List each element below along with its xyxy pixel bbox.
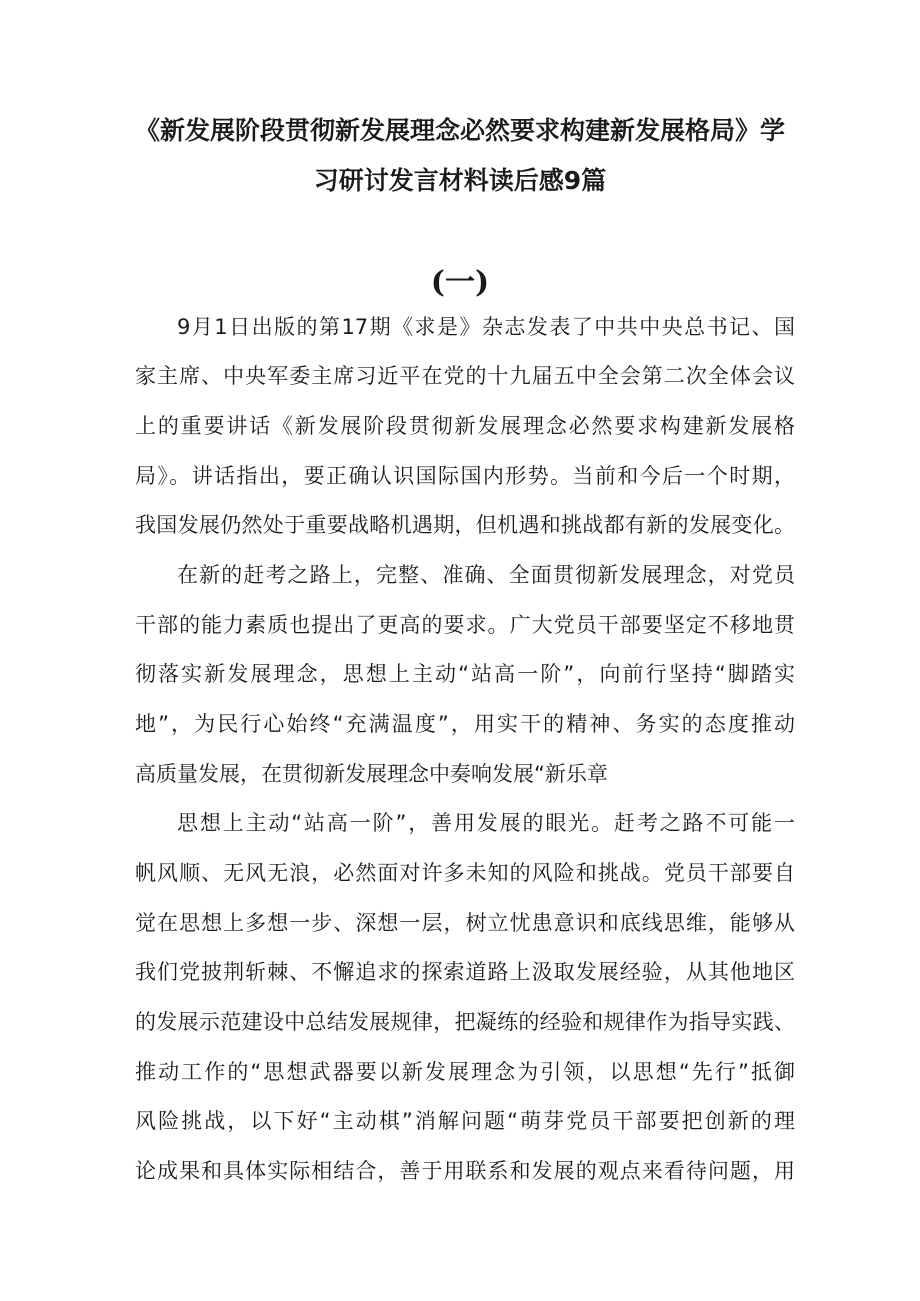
body-line: 彻落实新发展理念，思想上主动“站高一阶”，向前行坚持“脚踏实 — [135, 662, 795, 686]
body-line: 局》。讲话指出，要正确认识国际国内形势。当前和今后一个时期， — [135, 464, 795, 488]
body-line: 觉在思想上多想一步、深想一层，树立忧患意识和底线思维，能够从 — [135, 911, 795, 935]
body-line: 我们党披荆斩棘、不懈追求的探索道路上汲取发展经验，从其他地区 — [135, 960, 795, 984]
document-title-line-1: 《新发展阶段贯彻新发展理念必然要求构建新发展格局》学 — [134, 116, 785, 145]
body-line: 在新的赶考之路上，完整、准确、全面贯彻新发展理念，对党员 — [177, 563, 795, 587]
body-line: 推动工作的“思想武器要以新发展理念为引领，以思想“先行”抵御 — [135, 1060, 795, 1084]
body-line: 的发展示范建设中总结发展规律，把凝练的经验和规律作为指导实践、 — [135, 1010, 795, 1034]
body-line: 9月1日出版的第17期《求是》杂志发表了中共中央总书记、国 — [177, 315, 795, 339]
body-line: 我国发展仍然处于重要战略机遇期，但机遇和挑战都有新的发展变化。 — [135, 513, 795, 537]
body-line: 干部的能力素质也提出了更高的要求。广大党员干部要坚定不移地贯 — [135, 613, 795, 637]
document-title-line-2: 习研讨发言材料读后感9篇 — [313, 166, 607, 195]
body-line: 高质量发展，在贯彻新发展理念中奏响发展“新乐章 — [135, 762, 608, 786]
body-line: 家主席、中央军委主席习近平在党的十九届五中全会第二次全体会议 — [135, 364, 795, 388]
section-heading: (一) — [430, 265, 490, 300]
body-line: 风险挑战，以下好“主动棋”消解问题“萌芽党员干部要把创新的理 — [135, 1109, 795, 1133]
body-line: 帆风顺、无风无浪，必然面对许多未知的风险和挑战。党员干部要自 — [135, 861, 795, 885]
body-line: 论成果和具体实际相结合，善于用联系和发展的观点来看待问题，用 — [135, 1159, 795, 1183]
body-line: 地”，为民行心始终“充满温度”，用实干的精神、务实的态度推动 — [135, 712, 795, 736]
body-line: 思想上主动“站高一阶”，善用发展的眼光。赶考之路不可能一 — [177, 811, 795, 835]
body-line: 上的重要讲话《新发展阶段贯彻新发展理念必然要求构建新发展格 — [135, 414, 795, 438]
